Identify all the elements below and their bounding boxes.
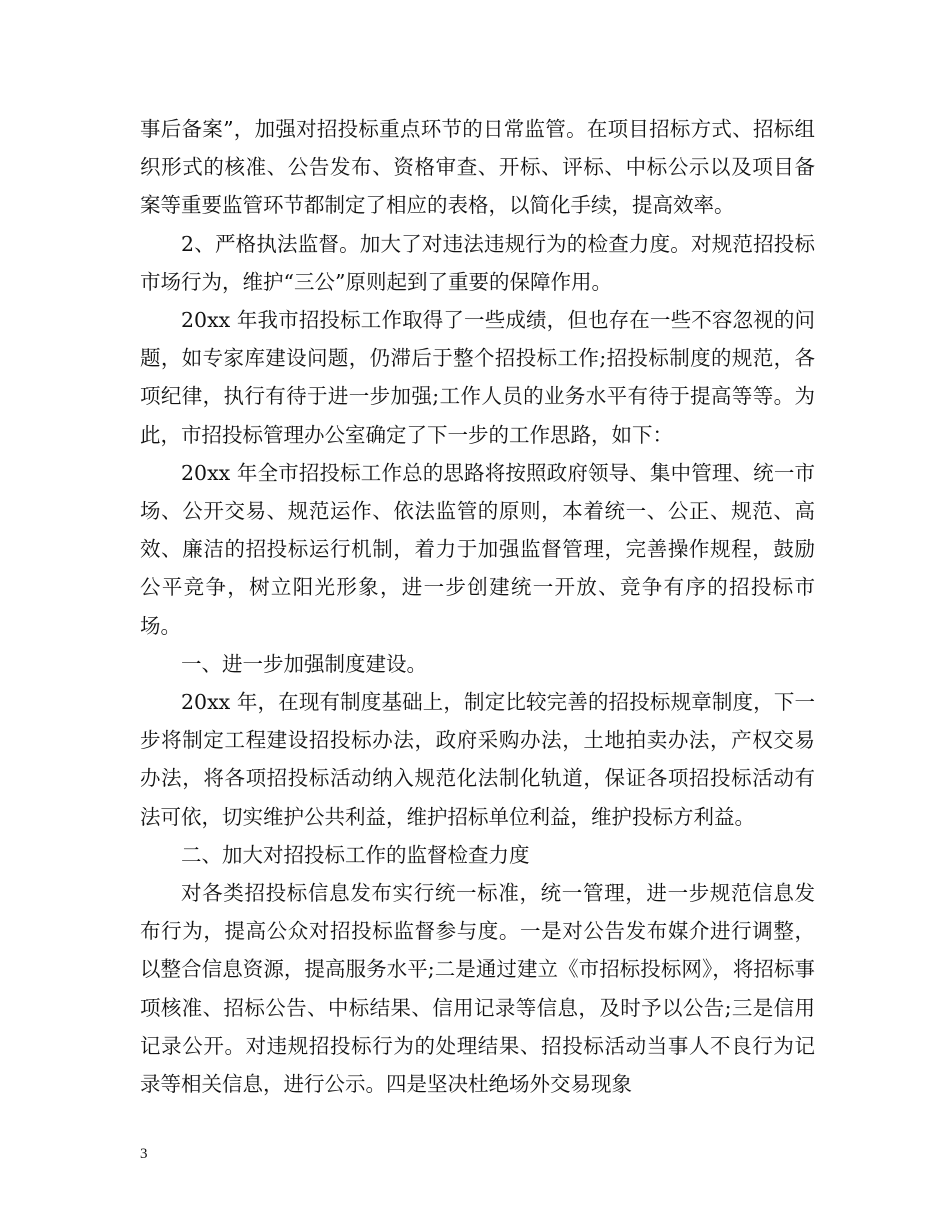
section-heading-supervision: 二、加大对招投标工作的监督检查力度	[181, 842, 530, 867]
document-body	[140, 110, 815, 1103]
section-heading-system-building: 一、进一步加强制度建设。	[181, 651, 427, 676]
paragraph-law-enforcement: 2、严格执法监督。加大了对违法违规行为的检查力度。对规范招投标市场行为，维护“三公”原则起到了重要的保障作用。	[140, 231, 815, 294]
paragraph-system-building: 20xx 年，在现有制度基础上，制定比较完善的招投标规章制度，下一步将制定工程建设招投标办法，政府采购办法，土地拍卖办法，产权交易办法，将各项招投标活动纳入规范化法制化轨道，保证各项招投标活动有法可依，切实维护公共利益，维护招标单位利益，维护投标方利益。	[140, 690, 815, 829]
paragraph-continuation: 事后备案”，加强对招投标重点环节的日常监管。在项目招标方式、招标组织形式的核准、公告发布、资格审查、开标、评标、中标公示以及项目备案等重要监管环节都制定了相应的表格，以简化手续，提高效率。	[140, 117, 815, 218]
paragraph-achievements-issues: 20xx 年我市招投标工作取得了一些成绩，但也存在一些不容忽视的问题，如专家库建设问题，仍滞后于整个招投标工作;招投标制度的规范，各项纪律，执行有待于进一步加强;工作人员的业务水平有待于提高等等。为此，市招投标管理办公室确定了下一步的工作思路，如下：	[140, 308, 815, 447]
paragraph-information-release: 对各类招投标信息发布实行统一标准，统一管理，进一步规范信息发布行为，提高公众对招投标监督参与度。一是对公告发布媒介进行调整，以整合信息资源，提高服务水平;二是通过建立《市招标投标网》，将招标事项核准、招标公告、中标结果、信用记录等信息，及时予以公告;三是信用记录公开。对违规招投标行为的处理结果、招投标活动当事人不良行为记录等相关信息，进行公示。四是坚决杜绝场外交易现象	[140, 881, 815, 1097]
page-number: 3	[140, 1146, 148, 1162]
paragraph-overall-approach: 20xx 年全市招投标工作总的思路将按照政府领导、集中管理、统一市场、公开交易、规范运作、依法监管的原则，本着统一、公正、规范、高效、廉洁的招投标运行机制，着力于加强监督管理，完善操作规程，鼓励公平竞争，树立阳光形象，进一步创建统一开放、竞争有序的招投标市场。	[140, 460, 815, 638]
